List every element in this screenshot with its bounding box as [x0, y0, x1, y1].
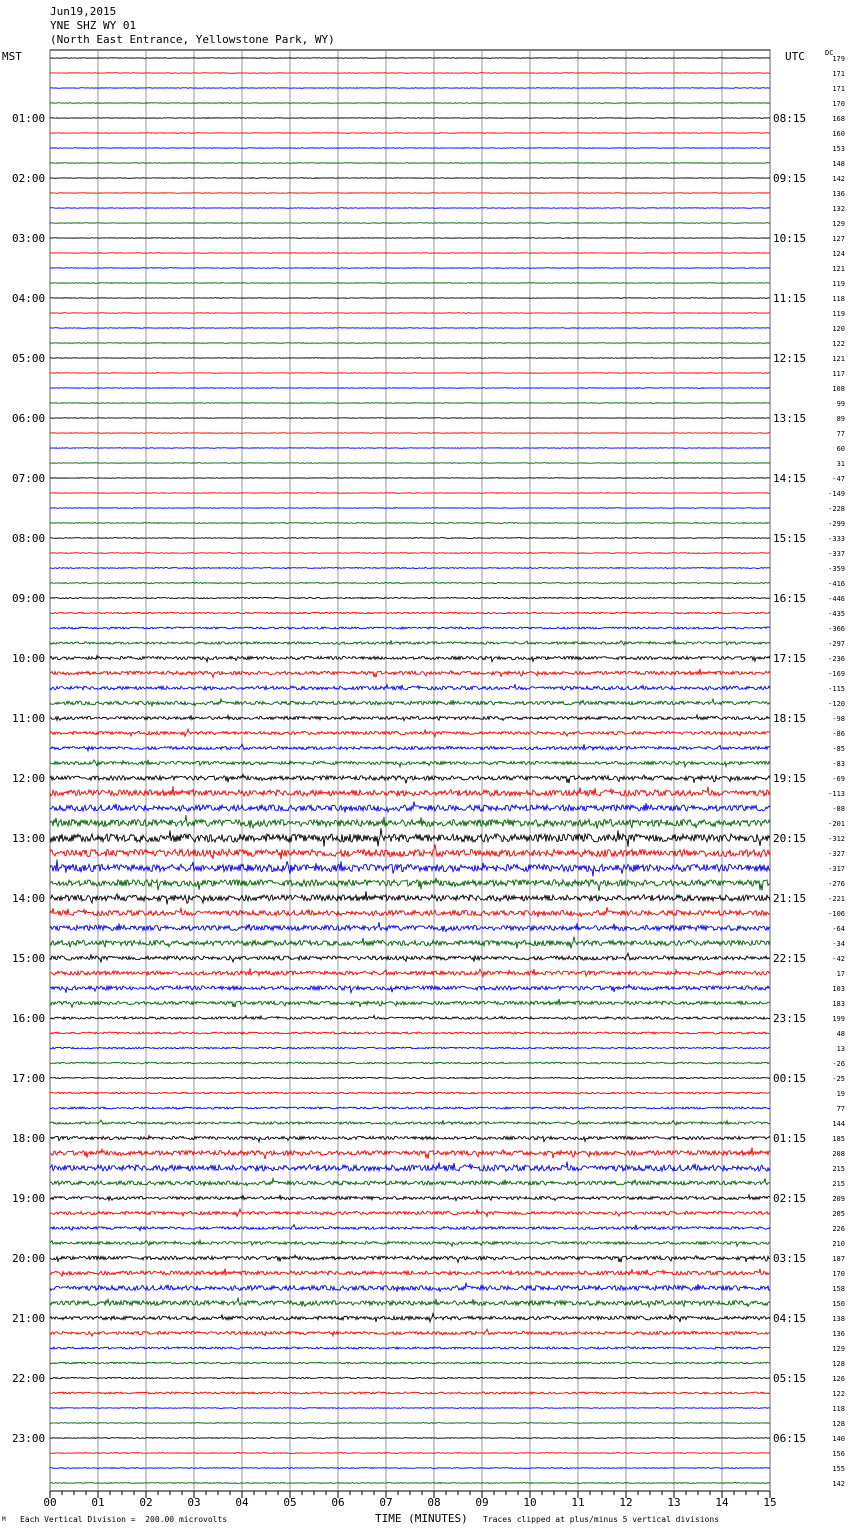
trace-line: [50, 403, 770, 404]
trace-line: [50, 878, 770, 891]
x-tick-label: 07: [379, 1496, 393, 1509]
trace-line: [50, 760, 770, 767]
dc-label: DC: [825, 49, 834, 57]
utc-hour-label: 18:15: [773, 712, 807, 725]
dc-offset-label: 13: [836, 1045, 845, 1053]
trace-line: [50, 253, 770, 254]
dc-offset-label: 215: [832, 1180, 845, 1188]
trace-line: [50, 669, 770, 678]
dc-offset-label: 119: [832, 310, 845, 318]
utc-hour-label: 04:15: [773, 1312, 807, 1325]
dc-offset-label: -64: [832, 925, 845, 933]
mst-hour-label: 18:00: [12, 1132, 46, 1145]
trace-line: [50, 985, 770, 993]
utc-hour-label: 20:15: [773, 832, 807, 845]
trace-line: [50, 1162, 770, 1172]
trace-line: [50, 937, 770, 949]
trace-line: [50, 1298, 770, 1307]
dc-offset-label: -98: [832, 715, 845, 723]
trace-line: [50, 1032, 770, 1034]
dc-offset-label: 210: [832, 1240, 845, 1248]
dc-offset-label: -299: [828, 520, 845, 528]
utc-hour-label: 00:15: [773, 1072, 807, 1085]
dc-offset-label: 108: [832, 385, 845, 393]
trace-line: [50, 627, 770, 629]
trace-line: [50, 1347, 770, 1349]
dc-offset-label: 126: [832, 1375, 845, 1383]
dc-offset-label: -83: [832, 760, 845, 768]
trace-line: [50, 373, 770, 374]
dc-offset-label: -276: [828, 880, 845, 888]
x-tick-label: 04: [235, 1496, 249, 1509]
date-label: Jun19,2015: [50, 5, 117, 18]
utc-hour-label: 12:15: [773, 352, 807, 365]
dc-offset-label: 171: [832, 85, 845, 93]
trace-line: [50, 163, 770, 164]
mst-hour-label: 13:00: [12, 832, 46, 845]
trace-line: [50, 597, 770, 598]
x-tick-label: 03: [187, 1496, 201, 1509]
dc-offset-label: 117: [832, 370, 845, 378]
trace-line: [50, 715, 770, 721]
trace-line: [50, 583, 770, 584]
trace-line: [50, 828, 770, 847]
dc-offset-label: 77: [836, 1105, 845, 1113]
trace-line: [50, 860, 770, 877]
mst-hour-label: 10:00: [12, 652, 46, 665]
utc-hour-label: 09:15: [773, 172, 807, 185]
mst-hour-label: 01:00: [12, 112, 46, 125]
trace-line: [50, 568, 770, 569]
dc-offset-label: 122: [832, 1390, 845, 1398]
utc-hour-label: 14:15: [773, 472, 807, 485]
trace-line: [50, 298, 770, 299]
trace-line: [50, 907, 770, 917]
dc-offset-label: 205: [832, 1210, 845, 1218]
dc-offset-label: -86: [832, 730, 845, 738]
dc-offset-label: 120: [832, 325, 845, 333]
dc-offset-label: -236: [828, 655, 845, 663]
utc-hour-label: 11:15: [773, 292, 807, 305]
trace-line: [50, 999, 770, 1008]
trace-line: [50, 744, 770, 751]
x-tick-label: 01: [91, 1496, 105, 1509]
mst-hour-label: 11:00: [12, 712, 46, 725]
x-tick-label: 08: [427, 1496, 441, 1509]
trace-line: [50, 448, 770, 449]
dc-offset-label: 89: [836, 415, 845, 423]
dc-offset-label: 99: [836, 400, 845, 408]
x-tick-label: 10: [523, 1496, 537, 1509]
dc-offset-label: -26: [832, 1060, 845, 1068]
dc-offset-label: -221: [828, 895, 845, 903]
mst-hour-label: 05:00: [12, 352, 46, 365]
x-tick-label: 02: [139, 1496, 153, 1509]
dc-offset-label: 31: [836, 460, 845, 468]
trace-line: [50, 684, 770, 690]
dc-offset-label: 168: [832, 115, 845, 123]
trace-line: [50, 238, 770, 239]
dc-offset-label: 124: [832, 250, 845, 258]
dc-offset-label: 183: [832, 1000, 845, 1008]
dc-offset-label: -120: [828, 700, 845, 708]
x-axis-label: TIME (MINUTES): [375, 1512, 468, 1525]
trace-line: [50, 1107, 770, 1109]
trace-line: [50, 1120, 770, 1125]
trace-line: [50, 1453, 770, 1454]
footer-mark: M: [2, 1516, 6, 1523]
mst-hour-label: 22:00: [12, 1372, 46, 1385]
dc-offset-label: 129: [832, 1345, 845, 1353]
x-tick-label: 11: [571, 1496, 585, 1509]
dc-offset-label: 156: [832, 1450, 845, 1458]
trace-line: [50, 523, 770, 524]
mst-hour-label: 20:00: [12, 1252, 46, 1265]
dc-offset-label: 128: [832, 1420, 845, 1428]
dc-offset-label: -34: [832, 940, 845, 948]
trace-line: [50, 1195, 770, 1201]
mst-hour-label: 14:00: [12, 892, 46, 905]
dc-offset-label: 129: [832, 220, 845, 228]
clip-note: Traces clipped at plus/minus 5 vertical divisions: [483, 1515, 720, 1524]
trace-line: [50, 103, 770, 104]
mst-hour-label: 02:00: [12, 172, 46, 185]
trace-line: [50, 1468, 770, 1469]
x-tick-label: 05: [283, 1496, 297, 1509]
trace-line: [50, 148, 770, 149]
scale-note: Each Vertical Division = 200.00 microvolts: [20, 1515, 228, 1524]
dc-offset-label: -42: [832, 955, 845, 963]
utc-hour-label: 03:15: [773, 1252, 807, 1265]
dc-offset-label: 158: [832, 1285, 845, 1293]
trace-line: [50, 388, 770, 389]
dc-offset-label: 119: [832, 280, 845, 288]
dc-offset-label: -435: [828, 610, 845, 618]
dc-offset-label: 140: [832, 1435, 845, 1443]
mst-hour-label: 19:00: [12, 1192, 46, 1205]
dc-offset-label: 170: [832, 1270, 845, 1278]
trace-line: [50, 1283, 770, 1292]
trace-line: [50, 1062, 770, 1064]
trace-line: [50, 118, 770, 119]
dc-offset-label: 19: [836, 1090, 845, 1098]
plot-frame: [50, 50, 770, 1491]
trace-line: [50, 463, 770, 464]
trace-line: [50, 1136, 770, 1142]
trace-line: [50, 193, 770, 194]
mst-hour-label: 15:00: [12, 952, 46, 965]
dc-offset-label: -115: [828, 685, 845, 693]
dc-offset-label: -69: [832, 775, 845, 783]
station-label: YNE SHZ WY 01: [50, 19, 137, 32]
dc-offset-label: 121: [832, 355, 845, 363]
utc-hour-label: 05:15: [773, 1372, 807, 1385]
trace-line: [50, 493, 770, 494]
dc-offset-label: 132: [832, 205, 845, 213]
trace-line: [50, 88, 770, 89]
x-tick-label: 15: [763, 1496, 777, 1509]
trace-line: [50, 844, 770, 859]
mst-label: MST: [2, 50, 22, 63]
trace-line: [50, 1362, 770, 1364]
dc-offset-label: 136: [832, 1330, 845, 1338]
trace-line: [50, 786, 770, 796]
x-tick-label: 00: [43, 1496, 57, 1509]
utc-hour-label: 02:15: [773, 1192, 807, 1205]
trace-line: [50, 775, 770, 784]
trace-line: [50, 178, 770, 179]
utc-hour-label: 19:15: [773, 772, 807, 785]
dc-offset-label: 226: [832, 1225, 845, 1233]
dc-offset-label: 155: [832, 1465, 845, 1473]
dc-offset-label: 128: [832, 1360, 845, 1368]
dc-offset-label: 144: [832, 1120, 845, 1128]
trace-line: [50, 1255, 770, 1262]
x-tick-label: 14: [715, 1496, 729, 1509]
trace-line: [50, 478, 770, 479]
trace-line: [50, 343, 770, 344]
dc-offset-label: 153: [832, 145, 845, 153]
dc-offset-label: 185: [832, 1135, 845, 1143]
trace-line: [50, 1423, 770, 1424]
location-label: (North East Entrance, Yellowstone Park, WY): [50, 33, 335, 46]
dc-offset-label: 209: [832, 1195, 845, 1203]
dc-offset-label: -25: [832, 1075, 845, 1083]
trace-line: [50, 1148, 770, 1159]
dc-offset-label: -88: [832, 805, 845, 813]
dc-offset-label: 77: [836, 430, 845, 438]
trace-line: [50, 922, 770, 932]
mst-hour-label: 07:00: [12, 472, 46, 485]
dc-offset-label: 199: [832, 1015, 845, 1023]
dc-offset-label: -47: [832, 475, 845, 483]
dc-offset-label: 118: [832, 1405, 845, 1413]
mst-hour-label: 06:00: [12, 412, 46, 425]
utc-hour-label: 08:15: [773, 112, 807, 125]
utc-hour-label: 10:15: [773, 232, 807, 245]
dc-offset-label: 127: [832, 235, 845, 243]
trace-line: [50, 508, 770, 509]
trace-line: [50, 656, 770, 662]
trace-line: [50, 1092, 770, 1094]
dc-offset-label: 60: [836, 445, 845, 453]
dc-offset-label: 170: [832, 100, 845, 108]
mst-hour-label: 03:00: [12, 232, 46, 245]
utc-hour-label: 01:15: [773, 1132, 807, 1145]
dc-offset-label: 179: [832, 55, 845, 63]
trace-line: [50, 208, 770, 209]
x-tick-label: 12: [619, 1496, 633, 1509]
dc-offset-label: -359: [828, 565, 845, 573]
trace-line: [50, 418, 770, 419]
trace-line: [50, 1077, 770, 1078]
trace-line: [50, 1329, 770, 1336]
mst-hour-label: 08:00: [12, 532, 46, 545]
dc-offset-label: 142: [832, 175, 845, 183]
mst-hour-label: 16:00: [12, 1012, 46, 1025]
trace-line: [50, 968, 770, 976]
trace-line: [50, 891, 770, 904]
trace-line: [50, 1209, 770, 1216]
dc-offset-label: -149: [828, 490, 845, 498]
dc-offset-label: -106: [828, 910, 845, 918]
utc-hour-label: 13:15: [773, 412, 807, 425]
dc-offset-label: 136: [832, 190, 845, 198]
trace-line: [50, 1268, 770, 1276]
dc-offset-label: -317: [828, 865, 845, 873]
utc-hour-label: 16:15: [773, 592, 807, 605]
dc-offset-label: 187: [832, 1255, 845, 1263]
x-tick-label: 13: [667, 1496, 681, 1509]
dc-offset-label: 171: [832, 70, 845, 78]
trace-line: [50, 1225, 770, 1231]
trace-line: [50, 1377, 770, 1378]
dc-offset-label: -113: [828, 790, 845, 798]
trace-line: [50, 699, 770, 706]
trace-line: [50, 553, 770, 554]
trace-line: [50, 1483, 770, 1484]
trace-line: [50, 612, 770, 613]
trace-line: [50, 358, 770, 359]
trace-line: [50, 953, 770, 962]
dc-offset-label: -201: [828, 820, 845, 828]
trace-line: [50, 1314, 770, 1322]
dc-offset-label: -85: [832, 745, 845, 753]
trace-line: [50, 729, 770, 736]
dc-offset-label: 148: [832, 160, 845, 168]
dc-offset-label: 122: [832, 340, 845, 348]
utc-hour-label: 21:15: [773, 892, 807, 905]
utc-hour-label: 23:15: [773, 1012, 807, 1025]
utc-hour-label: 06:15: [773, 1432, 807, 1445]
utc-hour-label: 15:15: [773, 532, 807, 545]
trace-line: [50, 283, 770, 284]
dc-offset-label: 121: [832, 265, 845, 273]
dc-offset-label: 118: [832, 295, 845, 303]
trace-line: [50, 1438, 770, 1439]
trace-line: [50, 223, 770, 224]
trace-line: [50, 58, 770, 59]
dc-offset-label: -327: [828, 850, 845, 858]
dc-offset-label: -446: [828, 595, 845, 603]
dc-offset-label: -169: [828, 670, 845, 678]
trace-line: [50, 1240, 770, 1246]
dc-offset-label: 160: [832, 130, 845, 138]
dc-offset-label: -297: [828, 640, 845, 648]
mst-hour-label: 23:00: [12, 1432, 46, 1445]
trace-line: [50, 1392, 770, 1394]
dc-offset-label: 17: [836, 970, 845, 978]
trace-line: [50, 1047, 770, 1049]
utc-label: UTC: [785, 50, 805, 63]
trace-line: [50, 328, 770, 329]
trace-line: [50, 1179, 770, 1187]
dc-offset-label: -312: [828, 835, 845, 843]
mst-hour-label: 04:00: [12, 292, 46, 305]
x-tick-label: 06: [331, 1496, 345, 1509]
utc-hour-label: 22:15: [773, 952, 807, 965]
trace-line: [50, 133, 770, 134]
x-tick-label: 09: [475, 1496, 489, 1509]
trace-line: [50, 538, 770, 539]
utc-hour-label: 17:15: [773, 652, 807, 665]
trace-line: [50, 1408, 770, 1409]
dc-offset-label: -416: [828, 580, 845, 588]
dc-offset-label: 138: [832, 1315, 845, 1323]
mst-hour-label: 21:00: [12, 1312, 46, 1325]
trace-line: [50, 268, 770, 269]
trace-line: [50, 801, 770, 812]
trace-line: [50, 815, 770, 829]
mst-hour-label: 09:00: [12, 592, 46, 605]
dc-offset-label: 208: [832, 1150, 845, 1158]
dc-offset-label: -366: [828, 625, 845, 633]
trace-line: [50, 1016, 770, 1020]
mst-hour-label: 12:00: [12, 772, 46, 785]
trace-line: [50, 73, 770, 74]
dc-offset-label: 215: [832, 1165, 845, 1173]
dc-offset-label: 103: [832, 985, 845, 993]
dc-offset-label: -228: [828, 505, 845, 513]
trace-line: [50, 640, 770, 645]
dc-offset-label: 48: [836, 1030, 845, 1038]
mst-hour-label: 17:00: [12, 1072, 46, 1085]
trace-line: [50, 313, 770, 314]
dc-offset-label: -333: [828, 535, 845, 543]
trace-line: [50, 433, 770, 434]
dc-offset-label: 142: [832, 1480, 845, 1488]
dc-offset-label: 150: [832, 1300, 845, 1308]
dc-offset-label: -337: [828, 550, 845, 558]
